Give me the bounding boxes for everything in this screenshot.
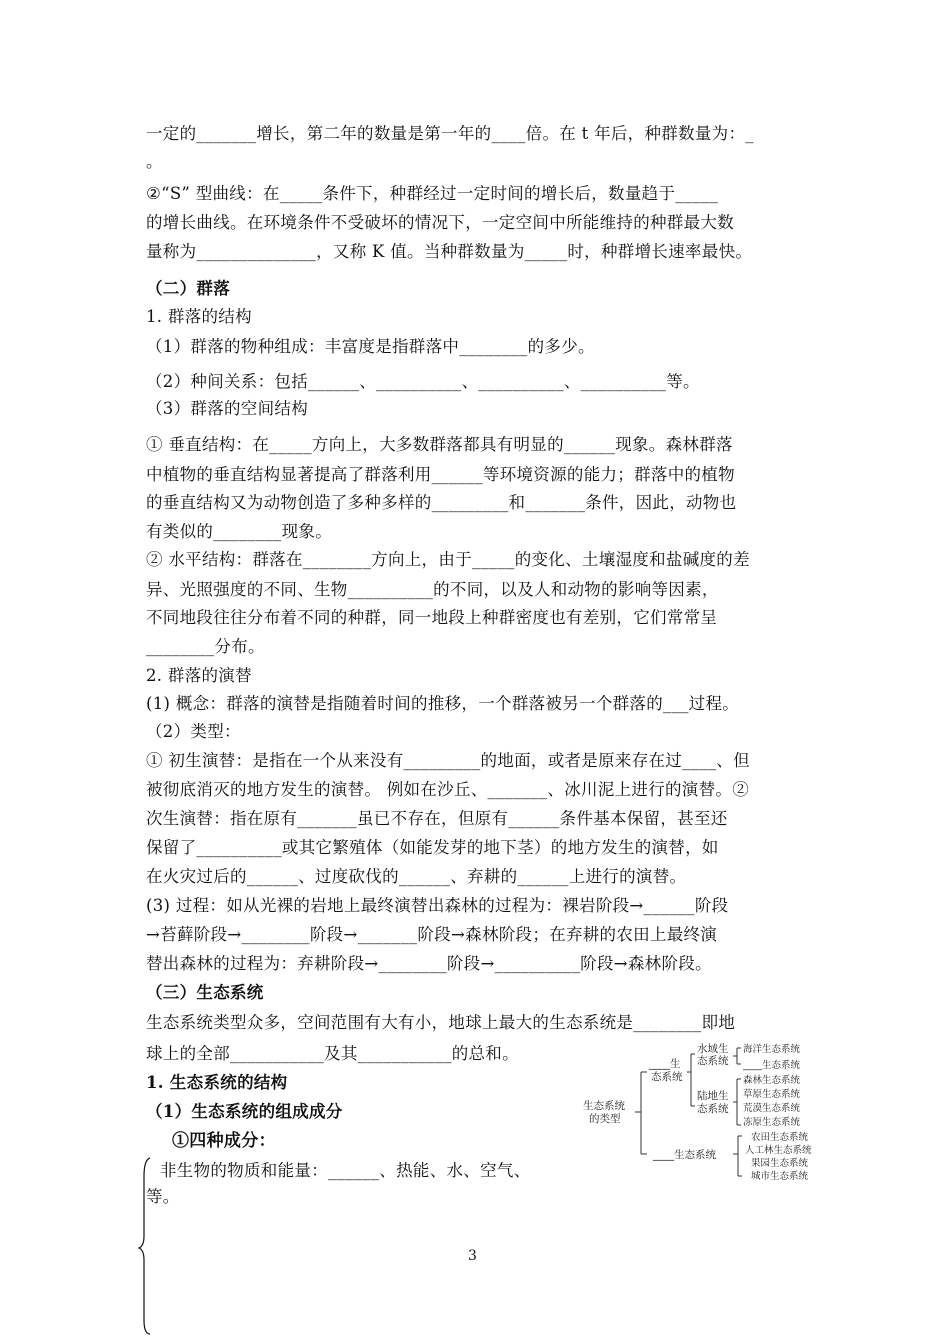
section-heading: （二）群落 xyxy=(146,279,230,298)
text-line: 保留了__________或其它繁殖体（如能发芽的地下茎）的地方发生的演替，如 xyxy=(146,838,719,857)
diagram-land-label: 态系统 xyxy=(697,1103,729,1115)
text-line: 的增长曲线。在环境条件不受破坏的情况下，一定空间中所能维持的种群最大数 xyxy=(146,213,734,232)
diagram-root-label: 的类型 xyxy=(589,1113,621,1125)
text-line: 球上的全部___________及其___________的总和。 xyxy=(146,1044,519,1063)
diagram-item: 荒漠生态系统 xyxy=(743,1103,801,1114)
text-line: （1）群落的物种组成：丰富度是指群落中________的多少。 xyxy=(146,337,595,356)
text-line: 生态系统类型众多，空间范围有大有小，地球上最大的生态系统是________即地 xyxy=(146,1013,736,1032)
text-line: →苔藓阶段→________阶段→_______阶段→森林阶段；在弃耕的农田上最终演 xyxy=(146,925,718,944)
diagram-item: 人工林生态系统 xyxy=(745,1145,812,1156)
text-line: （2）种间关系：包括______、__________、__________、__________等。 xyxy=(146,372,700,391)
ecosystem-types-diagram xyxy=(575,1042,837,1182)
subsection-heading: ①四种成分： xyxy=(172,1131,276,1151)
text-line: 在火灾过后的______、过度砍伐的______、弃耕的______上进行的演替。 xyxy=(146,867,687,886)
text-line: 不同地段往往分布着不同的种群，同一地段上种群密度也有差别，它们常常呈 xyxy=(146,608,718,627)
section-heading: （三）生态系统 xyxy=(146,983,264,1002)
diagram-water-label: 水域生 xyxy=(697,1043,729,1055)
text-line: ②“S” 型曲线：在_____条件下，种群经过一定时间的增长后，数量趋于_____ xyxy=(146,184,719,203)
text-line: 非生物的物质和能量：______、热能、水、空气、 xyxy=(160,1161,531,1180)
diagram-branch-label: ____生态系统 xyxy=(653,1149,716,1161)
curly-brace xyxy=(138,1156,152,1336)
text-line: ① 垂直结构：在_____方向上，大多数群落都具有明显的______现象。森林群落 xyxy=(146,435,733,454)
subsection-heading: （1）生态系统的组成成分 xyxy=(146,1102,343,1121)
text-line: 有类似的________现象。 xyxy=(146,522,332,541)
diagram-item: 草原生态系统 xyxy=(743,1089,801,1100)
diagram-item: 果园生态系统 xyxy=(751,1158,809,1169)
text-line: (3) 过程：如从光裸的岩地上最终演替出森林的过程为：裸岩阶段→______阶段 xyxy=(146,896,729,915)
diagram-root-label: 生态系统 xyxy=(583,1100,625,1112)
text-line: 次生演替：指在原有_______虽已不存在，但原有______条件基本保留，甚至还 xyxy=(146,809,728,828)
diagram-item: ____生态系统 xyxy=(743,1060,801,1071)
text-line: 。 xyxy=(146,152,163,171)
text-line: 的垂直结构又为动物创造了多种多样的_________和_______条件，因此，动物也 xyxy=(146,493,737,512)
text-line: 异、光照强度的不同、生物__________的不同，以及人和动物的影响等因素， xyxy=(146,580,719,599)
diagram-branch-label: ____生 xyxy=(649,1058,681,1070)
diagram-item: 海洋生态系统 xyxy=(743,1044,801,1055)
diagram-land-label: 陆地生 xyxy=(697,1090,729,1102)
text-line: ① 初生演替：是指在一个从来没有_________的地面，或者是原来存在过____、但 xyxy=(146,751,750,770)
diagram-item: 森林生态系统 xyxy=(743,1075,801,1086)
diagram-branch-label: 态系统 xyxy=(651,1071,683,1083)
subsection-heading: 2. 群落的演替 xyxy=(146,666,252,685)
diagram-item: 城市生态系统 xyxy=(751,1171,809,1182)
text-line: （3）群落的空间结构 xyxy=(146,399,308,418)
text-line: 量称为______________，又称 K 值。当种群数量为_____时，种群增长速率最快。 xyxy=(146,242,753,261)
text-line: 等。 xyxy=(146,1187,180,1206)
page-number: 3 xyxy=(468,1248,477,1264)
text-line: （2）类型： xyxy=(146,722,241,741)
diagram-water-label: 态系统 xyxy=(697,1055,729,1067)
text-line: ________分布。 xyxy=(146,637,265,656)
text-line: 中植物的垂直结构显著提高了群落利用______等环境资源的能力；群落中的植物 xyxy=(146,465,735,484)
subsection-heading: 1. 群落的结构 xyxy=(146,307,252,326)
diagram-item: 农田生态系统 xyxy=(751,1132,809,1143)
text-line: 替出森林的过程为：弃耕阶段→________阶段→__________阶段→森林阶段。 xyxy=(146,954,712,973)
subsection-heading: 1. 生态系统的结构 xyxy=(146,1073,288,1092)
text-line: 被彻底消灭的地方发生的演替。 例如在沙丘、_______、冰川泥上进行的演替。② xyxy=(146,780,749,799)
text-line: 一定的_______增长，第二年的数量是第一年的____倍。在 t 年后，种群数量为：_ xyxy=(146,124,754,143)
text-line: ② 水平结构：群落在________方向上，由于_____的变化、土壤湿度和盐碱度的差 xyxy=(146,550,750,569)
diagram-item: 冻原生态系统 xyxy=(743,1117,801,1128)
text-line: (1) 概念：群落的演替是指随着时间的推移，一个群落被另一个群落的___过程。 xyxy=(146,694,740,713)
